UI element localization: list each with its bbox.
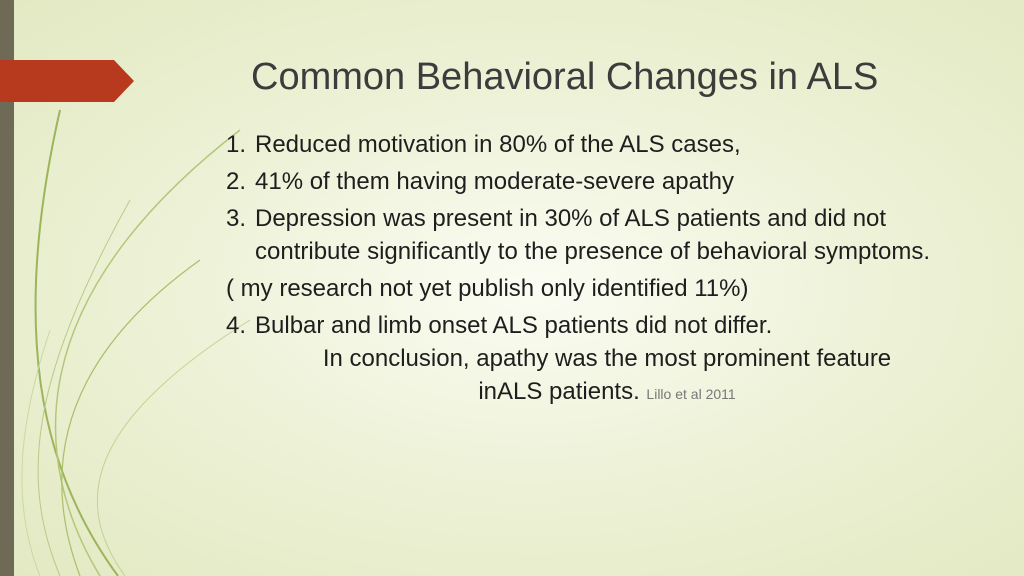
conclusion-line-2: [257, 375, 957, 411]
research-note: ( my research not yet publish only identified 11%): [226, 275, 749, 302]
list-item: [226, 128, 986, 161]
list-item-number: 2.: [226, 168, 247, 195]
conclusion-text: inALS patients.: [478, 378, 640, 405]
list-item: [226, 309, 986, 342]
list-item-text: 41% of them having moderate-severe apathy: [255, 168, 734, 195]
title-accent-flag: [0, 60, 134, 102]
conclusion: [257, 342, 957, 411]
list-item-number: 4.: [226, 312, 247, 339]
list-item-text: Depression was present in 30% of ALS patients and did not contribute significantly to the presence of behavioral symptoms.: [255, 205, 931, 265]
list-item: [226, 202, 986, 268]
citation: Lillo et al 2011: [646, 386, 736, 402]
list-item-number: 1.: [226, 131, 247, 158]
conclusion-line-1: In conclusion, apathy was the most prominent feature: [322, 345, 892, 372]
list-item: [226, 165, 986, 198]
list-item-text: Reduced motivation in 80% of the ALS cases,: [255, 131, 741, 158]
list-item-number: 3.: [226, 205, 247, 232]
slide-title: Common Behavioral Changes in ALS: [251, 56, 879, 98]
list-item-text: Bulbar and limb onset ALS patients did not differ.: [255, 312, 773, 339]
slide-body: [226, 128, 986, 411]
